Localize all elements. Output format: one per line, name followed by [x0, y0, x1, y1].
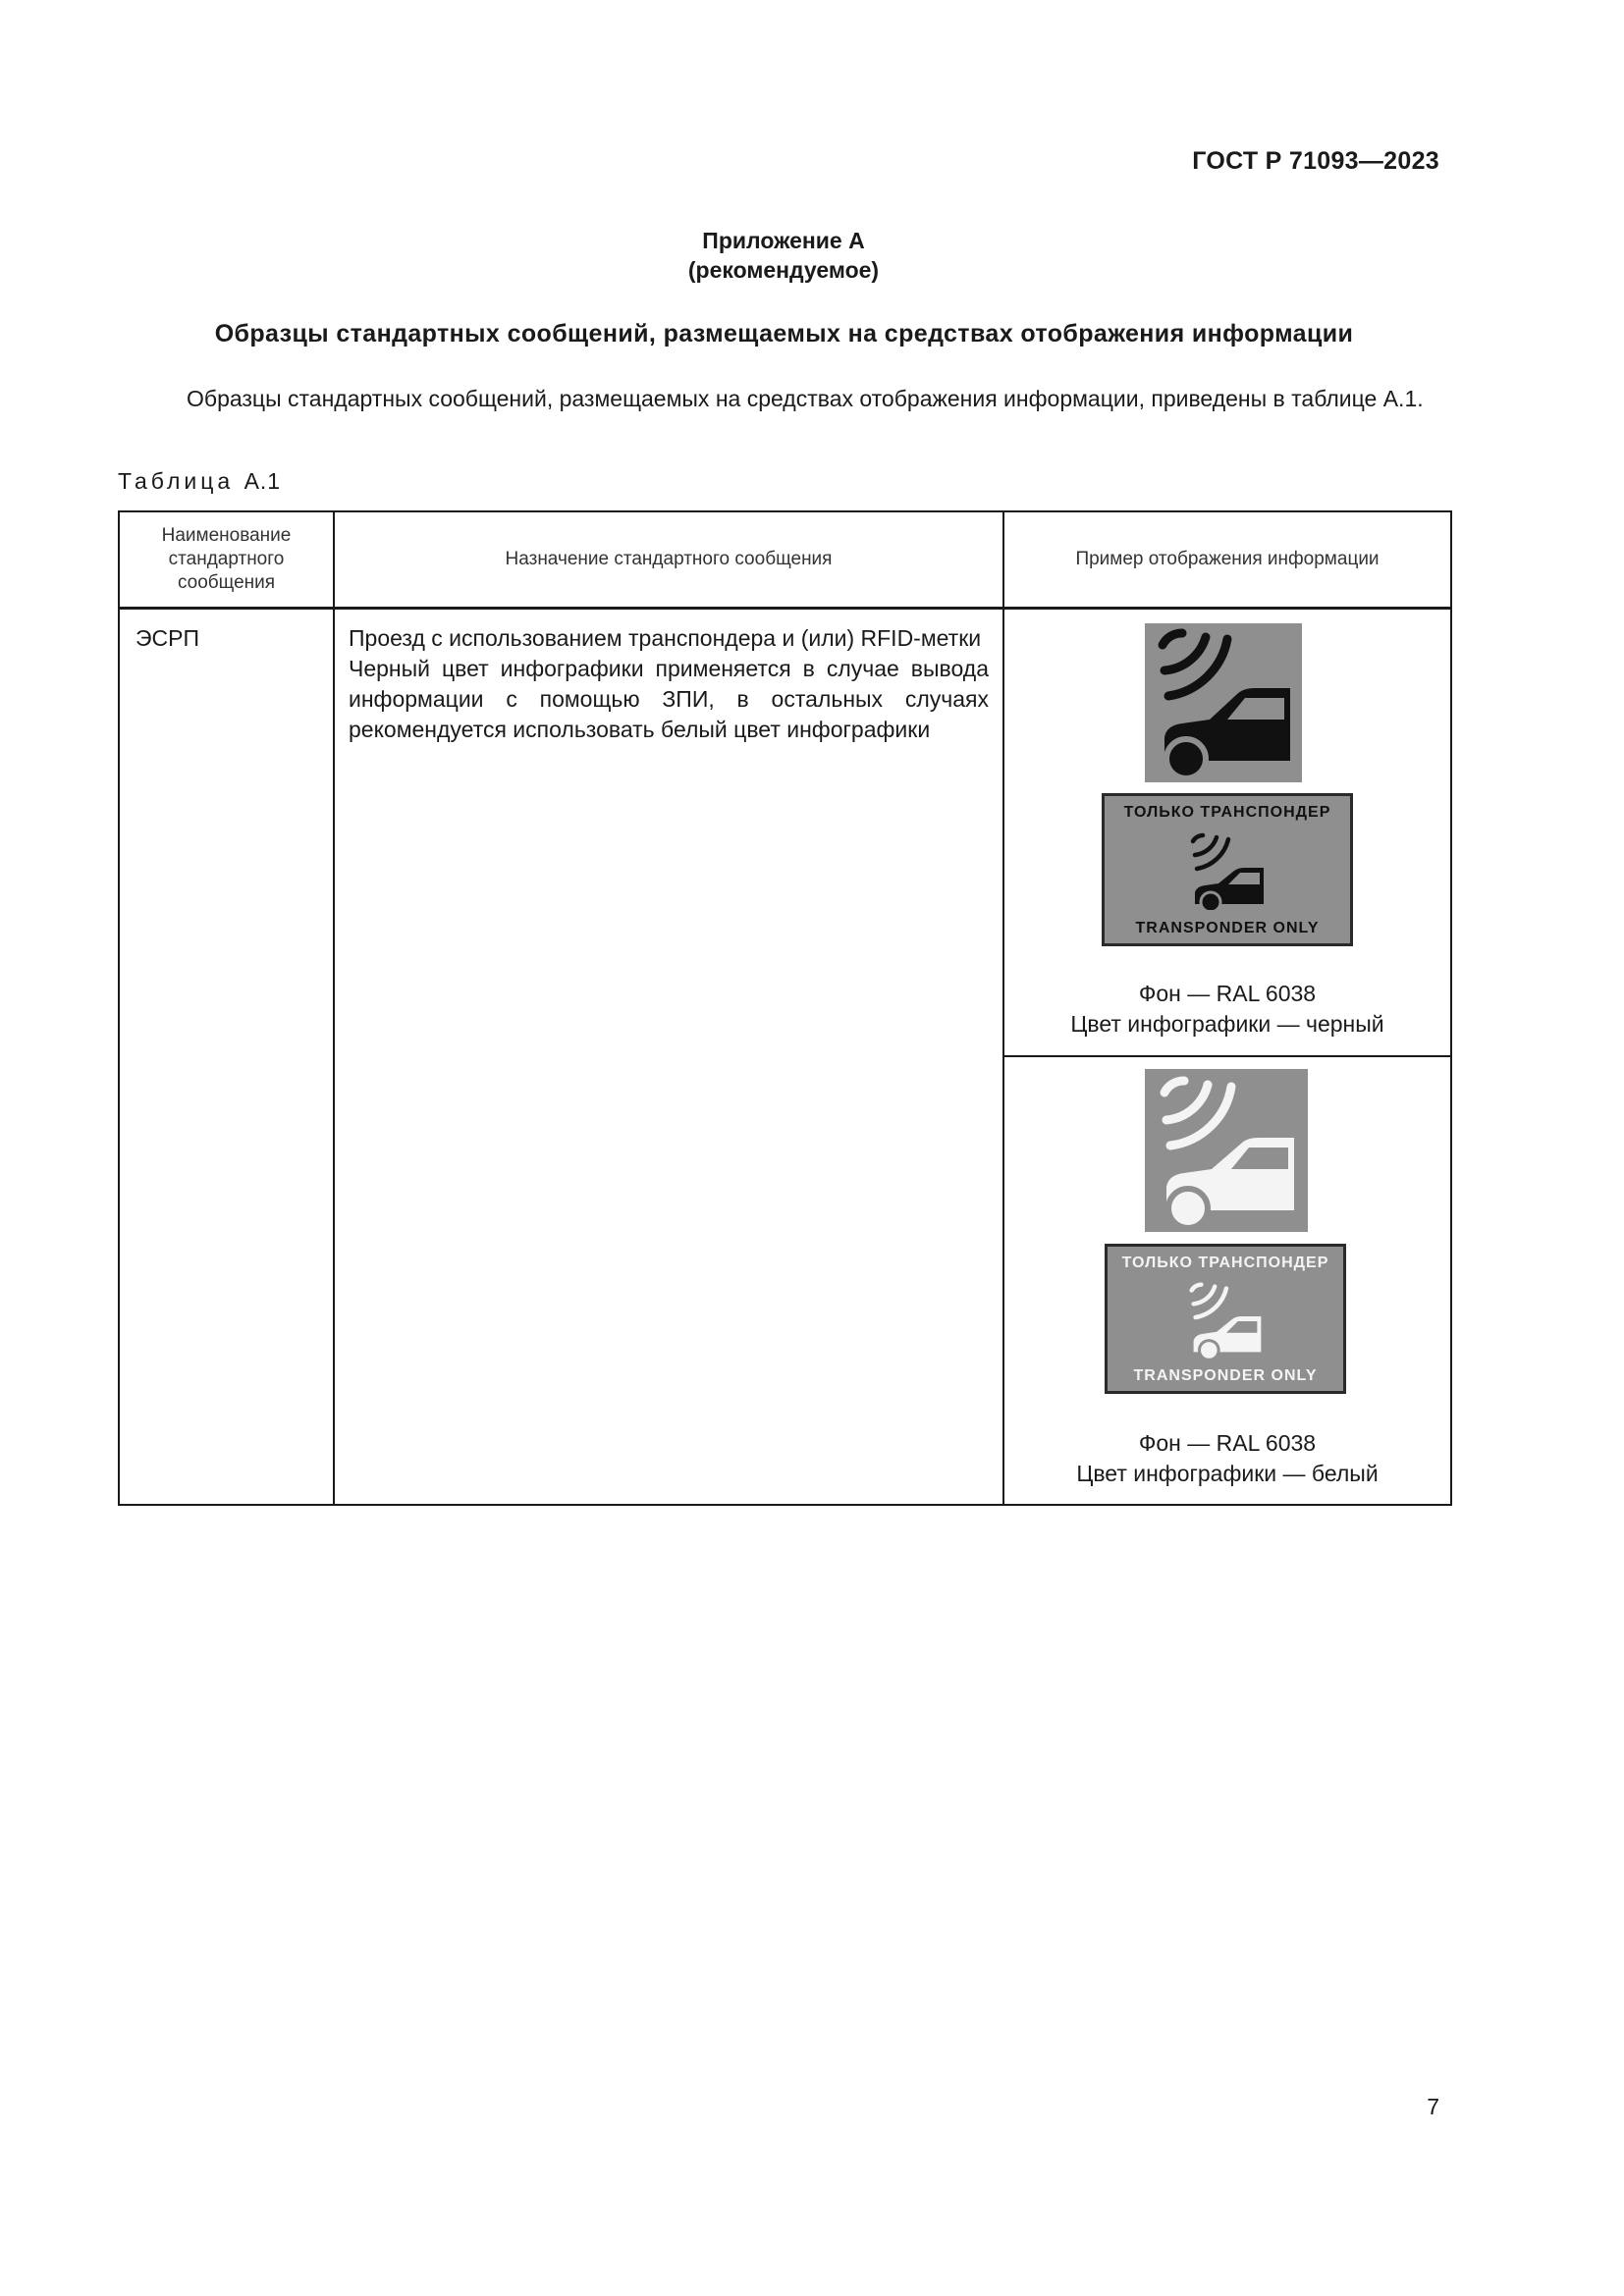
transponder-car-icon	[1145, 1069, 1308, 1232]
background-caption: Фон — RAL 6038	[1138, 981, 1317, 1007]
sign-top-text: ТОЛЬКО ТРАНСПОНДЕР	[1123, 804, 1331, 822]
sign-bottom-text: TRANSPONDER ONLY	[1133, 1367, 1318, 1385]
infographic-color-caption: Цвет инфографики — белый	[1076, 1461, 1379, 1487]
infographic-color-caption: Цвет инфографики — черный	[1070, 1011, 1384, 1038]
transponder-sign-black	[1102, 793, 1353, 946]
background-caption: Фон — RAL 6038	[1138, 1430, 1317, 1457]
table-caption-label: Таблица	[118, 468, 235, 494]
standard-number: ГОСТ Р 71093—2023	[1192, 147, 1439, 175]
cell-example-black	[1003, 609, 1451, 1057]
section-title: Образцы стандартных сообщений, размещаемых на средствах отображения информации	[214, 320, 1354, 347]
table-header-row	[119, 511, 1451, 609]
table-caption	[118, 468, 281, 495]
transponder-pictogram-black	[1145, 623, 1302, 782]
sign-top-text: ТОЛЬКО ТРАНСПОНДЕР	[1121, 1255, 1329, 1272]
messages-table	[118, 510, 1452, 1506]
transponder-car-icon	[1145, 623, 1302, 782]
appendix-subtitle: (рекомендуемое)	[687, 257, 880, 283]
transponder-sign-white	[1105, 1244, 1346, 1394]
transponder-car-small-icon	[1173, 831, 1281, 910]
cell-message-purpose	[334, 609, 1003, 1505]
intro-paragraph: Образцы стандартных сообщений, размещаемых на средствах отображения информации, приведены в таблице А.1.	[187, 386, 1424, 411]
page-number: 7	[1427, 2094, 1439, 2119]
example-caption-black	[1004, 979, 1450, 1040]
appendix-title: Приложение А	[702, 228, 865, 253]
table-row	[119, 609, 1451, 1057]
header-example: Пример отображения информации	[1003, 511, 1451, 609]
purpose-line-2: Черный цвет инфографики применяется в случае вывода информации с помощью ЗПИ, в остальных случаях рекомендуется использовать белый цвет инфографики	[349, 656, 989, 743]
cell-message-name: ЭСРП	[119, 609, 334, 1505]
sign-bottom-text: TRANSPONDER ONLY	[1135, 920, 1320, 937]
transponder-car-small-icon	[1172, 1280, 1278, 1359]
table-caption-number: А.1	[244, 468, 282, 494]
purpose-line-1: Проезд с использованием транспондера и (или) RFID-метки	[349, 625, 982, 652]
transponder-pictogram-white	[1145, 1069, 1308, 1232]
header-purpose: Назначение стандартного сообщения	[334, 511, 1003, 609]
cell-example-white	[1003, 1056, 1451, 1505]
header-name: Наименование стандартного сообщения	[119, 511, 334, 609]
appendix-heading	[0, 226, 1567, 285]
example-caption-white	[1004, 1428, 1450, 1489]
